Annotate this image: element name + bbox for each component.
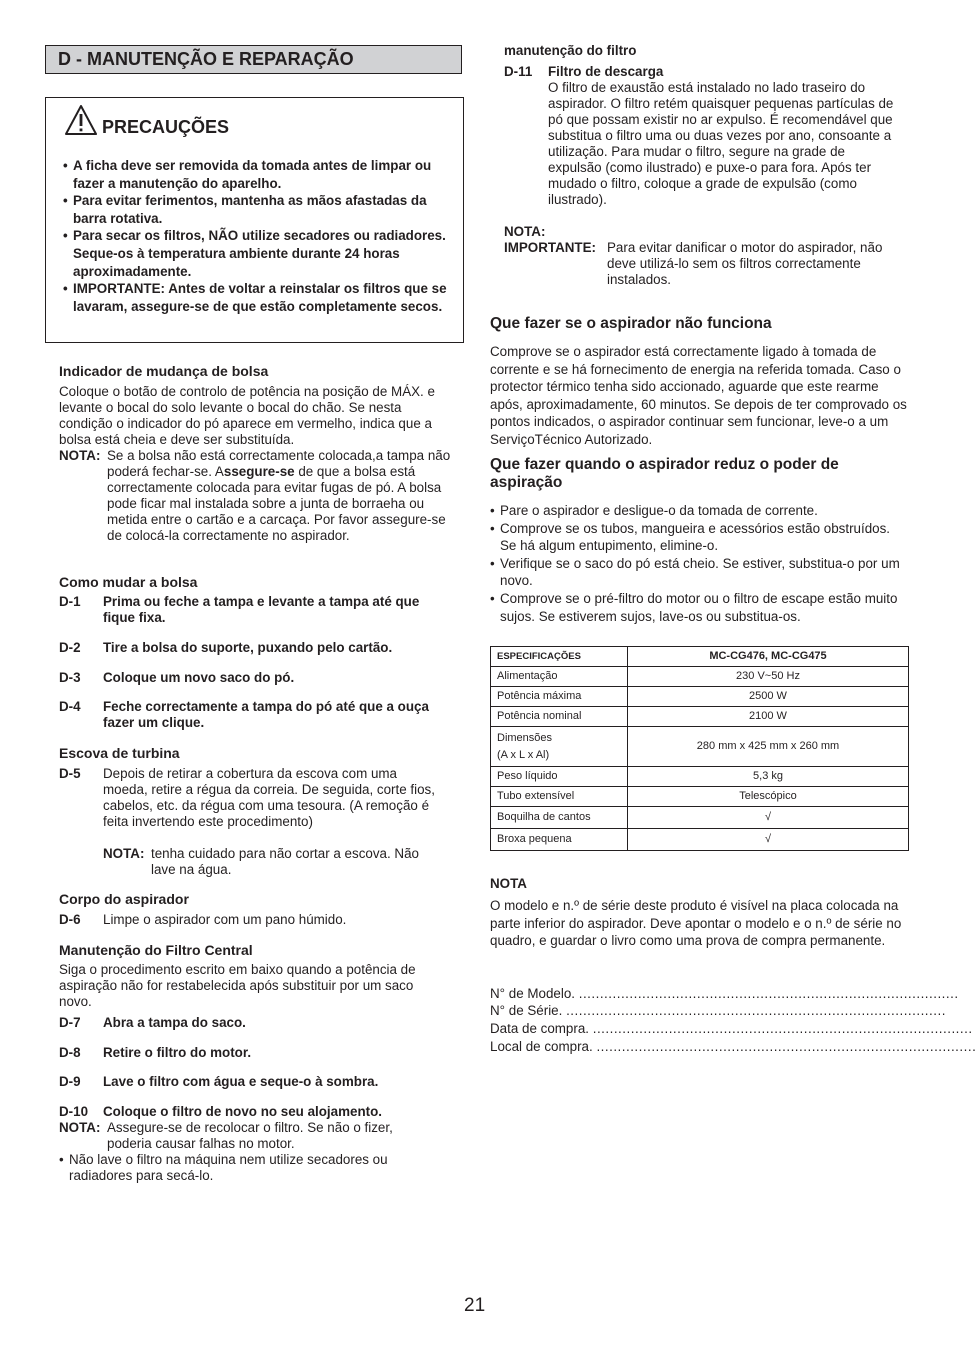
step-d9: D-9 Lave o filtro com água e seque-o à sombra. (59, 1074, 379, 1089)
spec-value: 230 V~50 Hz (628, 667, 909, 687)
spec-label: Alimentação (491, 667, 628, 687)
filter-note-label: NOTA: (504, 224, 546, 239)
not-working-heading: Que fazer se o aspirador não funciona (490, 315, 772, 332)
table-row (491, 667, 909, 687)
spec-label: Tubo extensível (491, 787, 628, 807)
list-item: • Pare o aspirador e desligue-o da tomada de corrente. (490, 502, 910, 520)
indicator-heading: Indicador de mudança de bolsa (59, 363, 269, 379)
table-row (491, 707, 909, 727)
not-working-text: Comprove se o aspirador está correctamente ligado à tomada de corrente e se há fornecimento de energia na referida tomada. Caso o protector térmico tenha sido accionado, aguarde que este rearme após, aproximadamente, 60 minutos. Se depois de ter comprovado os pontos indicados, o aspirador continuar sem funcionar, leve-o a um ServiçoTécnico Autorizado. (490, 344, 907, 447)
body-heading: Corpo do aspirador (59, 891, 189, 907)
spec-label: Potência máxima (491, 687, 628, 707)
warning-icon (64, 104, 98, 136)
spec-value: 2500 W (628, 687, 909, 707)
table-header-label: ESPECIFICAÇÕES (491, 647, 628, 667)
spec-value: √ (628, 829, 909, 851)
precaution-item: • IMPORTANTE: Antes de voltar a reinstalar os filtros que se lavaram, assegure-se de que estão completamente secos. (63, 280, 453, 315)
central-filter-bullet: • Não lave o filtro na máquina nem utilize secadores ou radiadores para secá-lo. (59, 1152, 439, 1184)
table-row (491, 787, 909, 807)
section-header: D - MANUTENÇÃO E REPARAÇÃO (45, 45, 462, 74)
spec-value: √ (628, 807, 909, 829)
central-filter-note: NOTA: Assegure-se de recolocar o filtro. Se não o fizer, poderia causar falhas no motor. (59, 1120, 393, 1151)
change-bag-heading: Como mudar a bolsa (59, 574, 198, 590)
step-d3: D-3 Coloque um novo saco do pó. (59, 670, 295, 685)
table-row (491, 807, 909, 829)
step-d8: D-8 Retire o filtro do motor. (59, 1045, 252, 1060)
step-d2: D-2 Tire a bolsa do suporte, puxando pelo cartão. (59, 640, 393, 655)
table-header-models: MC-CG476, MC-CG475 (628, 647, 909, 667)
table-row (491, 829, 909, 851)
precautions-box (45, 97, 464, 343)
step-d7: D-7 Abra a tampa do saco. (59, 1015, 246, 1030)
precaution-item: • Para secar os filtros, NÃO utilize secadores ou radiadores. Seque-os à temperatura ambiente durante 24 horas aproximadamente. (63, 227, 453, 280)
step-d6: D-6 Limpe o aspirador com um pano húmido. (59, 912, 347, 927)
table-row (491, 727, 909, 767)
list-item: • Verifique se o saco do pó está cheio. Se estiver, substitua-o por um novo. (490, 555, 910, 590)
step-d4: D-4 Feche correctamente a tampa do pó até que a ouça fazer um clique. (59, 699, 429, 730)
turbo-brush-note: NOTA: tenha cuidado para não cortar a escova. Não lave na água. (103, 846, 419, 877)
spec-label: Dimensões (A x L x Al) (491, 727, 628, 767)
list-item: • Comprove se os tubos, mangueira e acessórios estão obstruídos. Se há algum entupimento, elimine-o. (490, 520, 910, 555)
precaution-item: • Para evitar ferimentos, mantenha as mãos afastadas da barra rotativa. (63, 192, 453, 227)
indicator-text: Coloque o botão de controlo de potência na posição de MÁX. e levante o bocal do solo levante o bocal do chão. Se nesta condição o indicador do pó aparece em vermelho, indica que a bolsa está cheia e deve ser substituída. (59, 384, 435, 447)
central-filter-intro: Siga o procedimento escrito em baixo quando a potência de aspiração não for restabelecida após substituir por um saco novo. (59, 962, 416, 1009)
spec-value: 280 mm x 425 mm x 260 mm (628, 727, 909, 767)
table-header-row (491, 647, 909, 667)
filter-maintenance-heading: manutenção do filtro (504, 43, 637, 58)
reduced-suction-heading: Que fazer quando o aspirador reduz o poder de aspiração (490, 456, 839, 491)
spec-table (490, 646, 909, 851)
spec-label: Potência nominal (491, 707, 628, 727)
precautions-title: PRECAUÇÕES (102, 117, 230, 137)
step-d5: D-5 Depois de retirar a cobertura da escova com uma moeda, retire a régua da correia. De seguida, corte fios, cabelos, etc. da régua com uma tesoura. (A remoção é feita invertendo este procedimento) (59, 766, 435, 829)
spec-label: Broxa pequena (491, 829, 628, 851)
note-text: Se a bolsa não está correctamente colocada,a tampa não poderá fechar-se. Assegure-se de que a bolsa está correctamente colocada para evitar fugas de pó. A bolsa pode ficar mal instalada sobre a junta de borraeha ou metida entre o cartão e a carcaça. Por favor assegure-se de colocá-la correctamente no aspirador. (107, 448, 451, 543)
step-d11-id: D-11 (504, 64, 533, 79)
turbo-brush-heading: Escova de turbina (59, 745, 180, 761)
page-number: 21 (464, 1295, 486, 1316)
model-number-field: N° de Modelo. .......................................................................................... (490, 986, 959, 1001)
serial-number-field: N° de Série. .......................................................................................... (490, 1003, 946, 1018)
indicator-note (59, 448, 454, 544)
table-row (491, 767, 909, 787)
list-item: • Comprove se o pré-filtro do motor ou o filtro de escape estão muito sujos. Se estiverem sujos, lave-os ou substitua-os. (490, 590, 910, 625)
note-heading: NOTA (490, 876, 527, 891)
reduced-suction-list (490, 502, 910, 625)
step-d11-text: O filtro de exaustão está instalado no lado traseiro do aspirador. O filtro retém quaisquer pequenas partículas de pó que possam existir no ar expulso. É recomendável que substitua o filtro uma ou duas vezes por ano, consoante a utilização. Para mudar o filtro, segure na grade de expulsão (como ilustrado) e puxe-o para fora. Após ter mudado o filtro, coloque a grade de expulsão (como ilustrado). (548, 80, 894, 207)
spec-label: Boquilha de cantos (491, 807, 628, 829)
spec-value: 2100 W (628, 707, 909, 727)
step-d10: D-10 Coloque o filtro de novo no seu alojamento. (59, 1104, 382, 1119)
precaution-item: • A ficha deve ser removida da tomada antes de limpar ou fazer a manutenção do aparelho. (63, 157, 453, 192)
step-d11-title: Filtro de descarga (548, 64, 664, 79)
important-text: Para evitar danificar o motor do aspirador, não deve utilizá-lo sem os filtros correctamente instalados. (607, 240, 883, 287)
step-d1: D-1 Prima ou feche a tampa e levante a tampa até que fique fixa. (59, 594, 420, 625)
note-text: O modelo e n.º de série deste produto é visível na placa colocada na parte inferior do aspirador. Deve apontar o modelo e o n.º de série no quadro, e guardar o livro como uma prova de compra permanente. (490, 898, 902, 949)
important-label: IMPORTANTE: (504, 240, 596, 255)
precautions-list (63, 157, 453, 315)
spec-value: 5,3 kg (628, 767, 909, 787)
spec-value: Telescópico (628, 787, 909, 807)
table-row (491, 687, 909, 707)
purchase-date-field: Data de compra. .......................................................................................... (490, 1021, 973, 1036)
spec-label: Peso líquido (491, 767, 628, 787)
central-filter-heading: Manutenção do Filtro Central (59, 942, 253, 958)
note-label: NOTA: (59, 448, 101, 463)
purchase-place-field: Local de compra. .......................................................................................... (490, 1039, 976, 1054)
